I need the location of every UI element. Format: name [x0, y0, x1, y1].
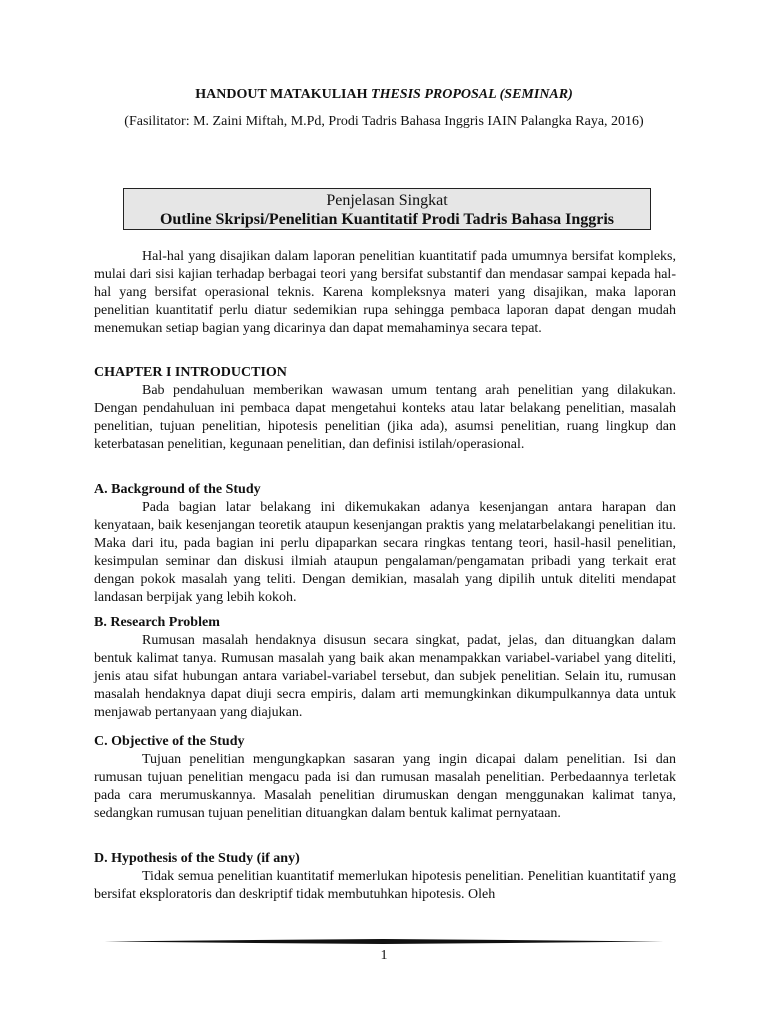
box-line-1: Penjelasan Singkat [326, 192, 448, 209]
box-line-2: Outline Skripsi/Penelitian Kuantitatif Prodi Tadris Bahasa Inggris [159, 211, 614, 228]
document-subtitle: (Fasilitator: M. Zaini Miftah, M.Pd, Prodi Tadris Bahasa Inggris IAIN Palangka Raya, 2016) [124, 114, 644, 129]
section-c-paragraph: Tujuan penelitian mengungkapkan sasaran yang ingin dicapai dalam penelitian. Isi dan rumusan tujuan penelitian mengacu pada isi dan rumusan masalah penelitian. Perbedaannya terletak pada cara merumuskannya. Masalah penelitian dirumuskan dengan menggunakan kalimat tanya, sedangkan rumusan tujuan penelitian dituangkan dalam bentuk kalimat pernyataan. [94, 752, 676, 821]
section-a-heading: A. Background of the Study [94, 482, 261, 497]
document-title [0, 86, 768, 104]
section-b-paragraph: Rumusan masalah hendaknya disusun secara singkat, padat, jelas, dan dituangkan dalam bentuk kalimat tanya. Rumusan masalah yang baik akan menampakkan variabel-variabel yang diteliti, jenis atau sifat hubungan antara variabel-variabel tersebut, dan subjek penelitian. Selain itu, rumusan masalah hendaknya dapat diuji secra empiris, dalam arti memungkinkan dikumpulkannya data untuk menjawab pertanyaan yang diajukan. [94, 633, 676, 720]
summary-box [123, 188, 651, 230]
title-italic: THESIS PROPOSAL (SEMINAR) [371, 87, 573, 102]
page-number: 1 [380, 948, 388, 963]
section-b-heading: B. Research Problem [94, 615, 220, 630]
section-d-paragraph: Tidak semua penelitian kuantitatif memerlukan hipotesis penelitian. Penelitian kuantitatif yang bersifat eksploratoris dan deskriptif tidak membutuhkan hipotesis. Oleh [94, 869, 676, 902]
intro-paragraph: Hal-hal yang disajikan dalam laporan penelitian kuantitatif pada umumnya bersifat kompleks, mulai dari sisi kajian terhadap berbagai teori yang bersifat substantif dan mendasar sampai kepada hal-hal yang bersifat operasional teknis. Karena kompleksnya materi yang disajikan, maka laporan penelitian kuantitatif perlu diatur sedemikian rupa sehingga pembaca laporan dapat dengan mudah menemukan setiap bagian yang dicarinya dan dapat memahaminya secara tepat. [94, 249, 676, 336]
section-c-heading: C. Objective of the Study [94, 734, 245, 749]
chapter-1-heading: CHAPTER I INTRODUCTION [94, 365, 287, 380]
section-a-paragraph: Pada bagian latar belakang ini dikemukakan adanya kesenjangan antara harapan dan kenyataan, baik kesenjangan teoretik ataupun kesenjangan praktis yang melatarbelakangi penelitian itu. Maka dari itu, pada bagian ini perlu dipaparkan secara ringkas tentang teori, hasil-hasil penelitian, kesimpulan seminar dan diskusi ilmiah ataupun pengalaman/pengamatan pribadi yang terkait erat dengan pokok masalah yang teliti. Dengan demikian, masalah yang dipilih untuk diteliti mendapat landasan berpijak yang lebih kokoh. [94, 500, 676, 605]
title-prefix: HANDOUT MATAKULIAH [195, 87, 372, 102]
footer-rule [104, 939, 664, 944]
section-d-heading: D. Hypothesis of the Study (if any) [94, 851, 300, 866]
chapter-1-paragraph: Bab pendahuluan memberikan wawasan umum tentang arah penelitian yang dilakukan. Dengan pendahuluan ini pembaca dapat mengetahui konteks atau latar belakang penelitian, masalah penelitian, tujuan penelitian, hipotesis penelitian (jika ada), asumsi penelitian, ruang lingkup dan keterbatasan penelitian, kegunaan penelitian, dan definisi istilah/operasional. [94, 383, 676, 452]
